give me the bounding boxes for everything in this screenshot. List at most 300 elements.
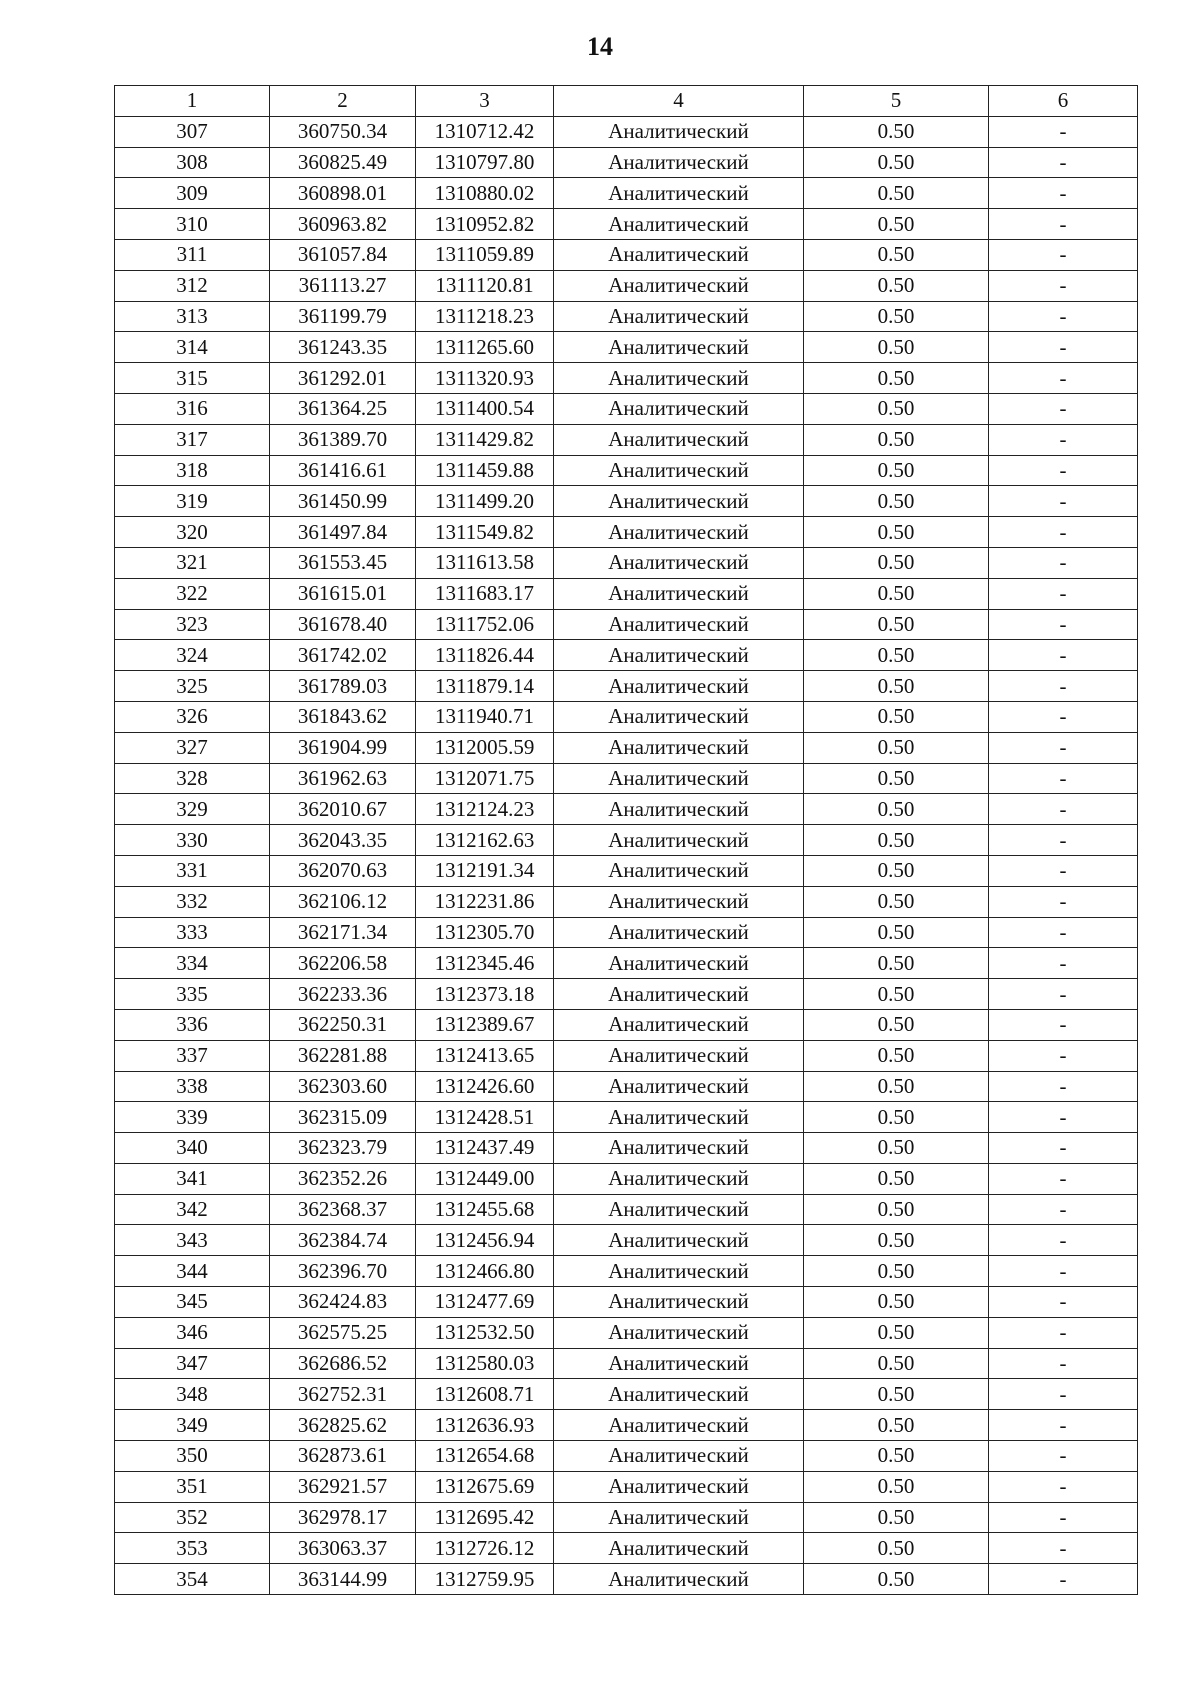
cell-point-number: 329 [115,794,270,825]
cell-point-number: 307 [115,116,270,147]
cell-point-number: 315 [115,363,270,394]
cell-method: Аналитический [554,147,804,178]
cell-accuracy: 0.50 [804,239,989,270]
cell-coordinate-y: 1312675.69 [416,1471,554,1502]
cell-method: Аналитический [554,1564,804,1595]
cell-note: - [989,363,1138,394]
cell-accuracy: 0.50 [804,1348,989,1379]
cell-note: - [989,948,1138,979]
table-row [115,209,1138,240]
cell-point-number: 325 [115,671,270,702]
table-row [115,1133,1138,1164]
cell-coordinate-x: 362752.31 [270,1379,416,1410]
cell-accuracy: 0.50 [804,270,989,301]
cell-coordinate-y: 1310712.42 [416,116,554,147]
cell-coordinate-x: 362368.37 [270,1194,416,1225]
cell-coordinate-y: 1312373.18 [416,979,554,1010]
cell-accuracy: 0.50 [804,363,989,394]
cell-method: Аналитический [554,886,804,917]
cell-point-number: 345 [115,1287,270,1318]
cell-coordinate-x: 361292.01 [270,363,416,394]
cell-coordinate-x: 362424.83 [270,1287,416,1318]
cell-note: - [989,979,1138,1010]
cell-accuracy: 0.50 [804,1564,989,1595]
cell-method: Аналитический [554,609,804,640]
cell-method: Аналитический [554,1317,804,1348]
table-row [115,886,1138,917]
cell-coordinate-y: 1312345.46 [416,948,554,979]
table-row [115,1163,1138,1194]
cell-accuracy: 0.50 [804,1163,989,1194]
cell-method: Аналитический [554,301,804,332]
cell-coordinate-x: 362106.12 [270,886,416,917]
cell-method: Аналитический [554,763,804,794]
cell-coordinate-x: 362303.60 [270,1071,416,1102]
cell-accuracy: 0.50 [804,979,989,1010]
table-row [115,1533,1138,1564]
cell-method: Аналитический [554,640,804,671]
table-row [115,825,1138,856]
cell-coordinate-y: 1312231.86 [416,886,554,917]
cell-note: - [989,1410,1138,1441]
cell-point-number: 351 [115,1471,270,1502]
table-row [115,270,1138,301]
cell-coordinate-y: 1311059.89 [416,239,554,270]
table-row [115,1502,1138,1533]
cell-accuracy: 0.50 [804,640,989,671]
cell-coordinate-y: 1311549.82 [416,517,554,548]
cell-note: - [989,886,1138,917]
cell-coordinate-x: 362323.79 [270,1133,416,1164]
cell-note: - [989,1348,1138,1379]
cell-note: - [989,547,1138,578]
cell-method: Аналитический [554,393,804,424]
cell-method: Аналитический [554,948,804,979]
cell-method: Аналитический [554,1163,804,1194]
table-row [115,1317,1138,1348]
cell-method: Аналитический [554,1471,804,1502]
table-header [115,86,1138,117]
cell-coordinate-y: 1312608.71 [416,1379,554,1410]
cell-coordinate-x: 361057.84 [270,239,416,270]
cell-coordinate-y: 1312580.03 [416,1348,554,1379]
cell-coordinate-y: 1311826.44 [416,640,554,671]
cell-coordinate-y: 1312428.51 [416,1102,554,1133]
cell-accuracy: 0.50 [804,1256,989,1287]
cell-coordinate-x: 362043.35 [270,825,416,856]
cell-coordinate-x: 361962.63 [270,763,416,794]
cell-coordinate-y: 1311429.82 [416,424,554,455]
cell-note: - [989,1009,1138,1040]
cell-coordinate-x: 362281.88 [270,1040,416,1071]
cell-note: - [989,147,1138,178]
cell-coordinate-y: 1312071.75 [416,763,554,794]
table-row [115,547,1138,578]
table-row [115,517,1138,548]
table-row [115,1379,1138,1410]
table-row [115,1040,1138,1071]
cell-point-number: 339 [115,1102,270,1133]
cell-method: Аналитический [554,239,804,270]
cell-point-number: 322 [115,578,270,609]
cell-coordinate-x: 362396.70 [270,1256,416,1287]
cell-point-number: 338 [115,1071,270,1102]
table-row [115,1225,1138,1256]
cell-accuracy: 0.50 [804,917,989,948]
cell-point-number: 335 [115,979,270,1010]
cell-coordinate-x: 361615.01 [270,578,416,609]
cell-note: - [989,1071,1138,1102]
header-row [115,86,1138,117]
cell-note: - [989,701,1138,732]
cell-method: Аналитический [554,517,804,548]
cell-accuracy: 0.50 [804,1471,989,1502]
cell-coordinate-x: 361416.61 [270,455,416,486]
cell-method: Аналитический [554,486,804,517]
table-row [115,1256,1138,1287]
cell-coordinate-x: 361742.02 [270,640,416,671]
cell-accuracy: 0.50 [804,1040,989,1071]
cell-coordinate-x: 361389.70 [270,424,416,455]
cell-method: Аналитический [554,917,804,948]
cell-point-number: 310 [115,209,270,240]
cell-note: - [989,1256,1138,1287]
cell-point-number: 337 [115,1040,270,1071]
cell-accuracy: 0.50 [804,609,989,640]
cell-accuracy: 0.50 [804,147,989,178]
table-row [115,393,1138,424]
cell-coordinate-x: 362171.34 [270,917,416,948]
cell-accuracy: 0.50 [804,517,989,548]
cell-method: Аналитический [554,1133,804,1164]
cell-point-number: 344 [115,1256,270,1287]
cell-coordinate-y: 1312124.23 [416,794,554,825]
table-row [115,578,1138,609]
cell-method: Аналитический [554,1040,804,1071]
cell-coordinate-y: 1312449.00 [416,1163,554,1194]
cell-method: Аналитический [554,701,804,732]
cell-note: - [989,917,1138,948]
cell-note: - [989,763,1138,794]
cell-point-number: 350 [115,1441,270,1472]
page-number: 14 [587,32,613,61]
cell-coordinate-y: 1311752.06 [416,609,554,640]
cell-coordinate-y: 1312466.80 [416,1256,554,1287]
cell-note: - [989,1533,1138,1564]
cell-coordinate-y: 1311879.14 [416,671,554,702]
table-row [115,917,1138,948]
table-row [115,363,1138,394]
table-row [115,301,1138,332]
cell-coordinate-y: 1312162.63 [416,825,554,856]
cell-point-number: 330 [115,825,270,856]
cell-point-number: 334 [115,948,270,979]
cell-coordinate-y: 1310880.02 [416,178,554,209]
cell-point-number: 308 [115,147,270,178]
cell-point-number: 336 [115,1009,270,1040]
cell-accuracy: 0.50 [804,825,989,856]
cell-accuracy: 0.50 [804,732,989,763]
cell-point-number: 348 [115,1379,270,1410]
cell-note: - [989,1471,1138,1502]
table-row [115,147,1138,178]
cell-coordinate-y: 1312759.95 [416,1564,554,1595]
cell-coordinate-x: 361364.25 [270,393,416,424]
cell-note: - [989,1502,1138,1533]
cell-accuracy: 0.50 [804,1441,989,1472]
table-row [115,1410,1138,1441]
cell-note: - [989,640,1138,671]
cell-accuracy: 0.50 [804,301,989,332]
table-row [115,1194,1138,1225]
cell-note: - [989,1194,1138,1225]
cell-coordinate-x: 363063.37 [270,1533,416,1564]
cell-method: Аналитический [554,578,804,609]
column-header-2: 2 [270,86,416,117]
cell-coordinate-x: 363144.99 [270,1564,416,1595]
table-row [115,1441,1138,1472]
cell-method: Аналитический [554,1225,804,1256]
cell-coordinate-y: 1312305.70 [416,917,554,948]
cell-accuracy: 0.50 [804,1194,989,1225]
table-row [115,701,1138,732]
cell-accuracy: 0.50 [804,1287,989,1318]
cell-accuracy: 0.50 [804,178,989,209]
cell-note: - [989,825,1138,856]
cell-coordinate-x: 361243.35 [270,332,416,363]
cell-note: - [989,424,1138,455]
cell-method: Аналитический [554,178,804,209]
cell-note: - [989,855,1138,886]
cell-note: - [989,609,1138,640]
cell-note: - [989,1102,1138,1133]
cell-point-number: 326 [115,701,270,732]
cell-method: Аналитический [554,1102,804,1133]
table-row [115,116,1138,147]
cell-method: Аналитический [554,979,804,1010]
cell-coordinate-y: 1312455.68 [416,1194,554,1225]
cell-coordinate-y: 1311265.60 [416,332,554,363]
cell-coordinate-y: 1312413.65 [416,1040,554,1071]
coordinates-table [114,85,1138,1595]
cell-point-number: 312 [115,270,270,301]
cell-point-number: 332 [115,886,270,917]
cell-method: Аналитический [554,732,804,763]
cell-coordinate-y: 1310797.80 [416,147,554,178]
cell-coordinate-y: 1312437.49 [416,1133,554,1164]
cell-note: - [989,1225,1138,1256]
cell-point-number: 323 [115,609,270,640]
table-row [115,1564,1138,1595]
cell-coordinate-y: 1311459.88 [416,455,554,486]
cell-point-number: 320 [115,517,270,548]
cell-coordinate-y: 1312695.42 [416,1502,554,1533]
cell-note: - [989,239,1138,270]
cell-note: - [989,732,1138,763]
cell-method: Аналитический [554,1071,804,1102]
cell-method: Аналитический [554,1410,804,1441]
cell-coordinate-x: 361113.27 [270,270,416,301]
table-row [115,732,1138,763]
cell-point-number: 314 [115,332,270,363]
cell-coordinate-x: 362206.58 [270,948,416,979]
cell-method: Аналитический [554,1379,804,1410]
cell-note: - [989,1133,1138,1164]
cell-coordinate-y: 1311400.54 [416,393,554,424]
cell-note: - [989,1163,1138,1194]
table-row [115,486,1138,517]
table-row [115,948,1138,979]
cell-note: - [989,270,1138,301]
cell-note: - [989,671,1138,702]
cell-coordinate-x: 360750.34 [270,116,416,147]
table-row [115,855,1138,886]
cell-accuracy: 0.50 [804,794,989,825]
cell-note: - [989,301,1138,332]
cell-accuracy: 0.50 [804,1317,989,1348]
cell-coordinate-x: 362686.52 [270,1348,416,1379]
cell-coordinate-x: 362010.67 [270,794,416,825]
cell-note: - [989,578,1138,609]
column-header-1: 1 [115,86,270,117]
cell-point-number: 353 [115,1533,270,1564]
cell-coordinate-x: 362384.74 [270,1225,416,1256]
table-row [115,332,1138,363]
column-header-3: 3 [416,86,554,117]
cell-accuracy: 0.50 [804,1410,989,1441]
cell-coordinate-x: 361904.99 [270,732,416,763]
cell-method: Аналитический [554,825,804,856]
table-row [115,671,1138,702]
cell-point-number: 311 [115,239,270,270]
cell-coordinate-x: 362315.09 [270,1102,416,1133]
cell-accuracy: 0.50 [804,116,989,147]
cell-accuracy: 0.50 [804,1071,989,1102]
cell-coordinate-y: 1311320.93 [416,363,554,394]
cell-point-number: 313 [115,301,270,332]
cell-accuracy: 0.50 [804,948,989,979]
cell-accuracy: 0.50 [804,1009,989,1040]
cell-note: - [989,1287,1138,1318]
cell-coordinate-y: 1312456.94 [416,1225,554,1256]
cell-method: Аналитический [554,1194,804,1225]
cell-note: - [989,517,1138,548]
table-row [115,1102,1138,1133]
cell-note: - [989,1317,1138,1348]
cell-accuracy: 0.50 [804,1225,989,1256]
cell-point-number: 321 [115,547,270,578]
cell-point-number: 342 [115,1194,270,1225]
cell-note: - [989,116,1138,147]
cell-method: Аналитический [554,270,804,301]
cell-coordinate-y: 1312477.69 [416,1287,554,1318]
cell-accuracy: 0.50 [804,886,989,917]
table-row [115,979,1138,1010]
cell-coordinate-x: 361678.40 [270,609,416,640]
table-row [115,1009,1138,1040]
cell-coordinate-y: 1310952.82 [416,209,554,240]
cell-accuracy: 0.50 [804,209,989,240]
cell-coordinate-x: 360898.01 [270,178,416,209]
cell-coordinate-y: 1312636.93 [416,1410,554,1441]
cell-coordinate-x: 360963.82 [270,209,416,240]
column-header-6: 6 [989,86,1138,117]
cell-coordinate-x: 362575.25 [270,1317,416,1348]
cell-method: Аналитический [554,116,804,147]
table-row [115,1348,1138,1379]
cell-point-number: 343 [115,1225,270,1256]
cell-method: Аналитический [554,1256,804,1287]
cell-coordinate-x: 362921.57 [270,1471,416,1502]
cell-accuracy: 0.50 [804,701,989,732]
cell-point-number: 333 [115,917,270,948]
table-row [115,455,1138,486]
cell-method: Аналитический [554,1533,804,1564]
cell-accuracy: 0.50 [804,1533,989,1564]
cell-note: - [989,794,1138,825]
cell-coordinate-x: 361553.45 [270,547,416,578]
cell-point-number: 327 [115,732,270,763]
cell-accuracy: 0.50 [804,1102,989,1133]
cell-coordinate-x: 361843.62 [270,701,416,732]
cell-accuracy: 0.50 [804,1133,989,1164]
cell-point-number: 324 [115,640,270,671]
table-row [115,1071,1138,1102]
cell-point-number: 318 [115,455,270,486]
table-row [115,640,1138,671]
cell-method: Аналитический [554,1348,804,1379]
cell-method: Аналитический [554,1441,804,1472]
cell-coordinate-x: 362233.36 [270,979,416,1010]
cell-point-number: 316 [115,393,270,424]
cell-coordinate-x: 361497.84 [270,517,416,548]
cell-coordinate-y: 1312005.59 [416,732,554,763]
cell-coordinate-y: 1312532.50 [416,1317,554,1348]
cell-note: - [989,1564,1138,1595]
cell-method: Аналитический [554,1502,804,1533]
cell-accuracy: 0.50 [804,1502,989,1533]
cell-method: Аналитический [554,424,804,455]
cell-point-number: 346 [115,1317,270,1348]
cell-coordinate-y: 1311499.20 [416,486,554,517]
cell-coordinate-y: 1312191.34 [416,855,554,886]
column-header-4: 4 [554,86,804,117]
cell-accuracy: 0.50 [804,855,989,886]
cell-note: - [989,393,1138,424]
cell-accuracy: 0.50 [804,393,989,424]
cell-method: Аналитический [554,363,804,394]
cell-point-number: 331 [115,855,270,886]
cell-point-number: 319 [115,486,270,517]
cell-coordinate-x: 362873.61 [270,1441,416,1472]
cell-point-number: 340 [115,1133,270,1164]
cell-note: - [989,332,1138,363]
cell-coordinate-x: 362070.63 [270,855,416,886]
cell-accuracy: 0.50 [804,424,989,455]
cell-coordinate-x: 362978.17 [270,1502,416,1533]
cell-coordinate-y: 1311613.58 [416,547,554,578]
cell-note: - [989,209,1138,240]
cell-coordinate-y: 1311120.81 [416,270,554,301]
cell-point-number: 349 [115,1410,270,1441]
cell-accuracy: 0.50 [804,1379,989,1410]
cell-coordinate-y: 1312654.68 [416,1441,554,1472]
cell-accuracy: 0.50 [804,455,989,486]
cell-note: - [989,1040,1138,1071]
table-row [115,1287,1138,1318]
cell-point-number: 309 [115,178,270,209]
cell-coordinate-x: 361199.79 [270,301,416,332]
